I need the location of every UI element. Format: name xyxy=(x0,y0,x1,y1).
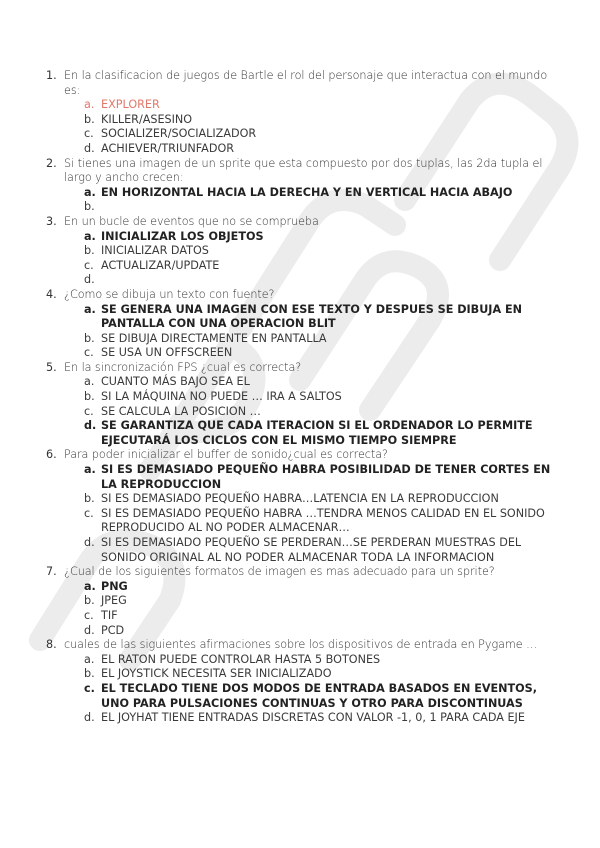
option-letter: b. xyxy=(84,244,95,258)
question-text: En la sincronización FPS ¿cual es correcta? xyxy=(64,360,302,374)
option-letter: b. xyxy=(84,331,95,345)
option-text: TIF xyxy=(101,608,118,622)
option-b xyxy=(84,594,566,609)
option-letter: a. xyxy=(84,463,96,477)
option-c xyxy=(84,507,566,536)
option-letter: c. xyxy=(84,258,94,272)
option-a xyxy=(84,375,566,390)
option-letter: b. xyxy=(84,492,95,506)
option-a xyxy=(84,230,566,245)
option-text: EL TECLADO TIENE DOS MODOS DE ENTRADA BASADOS EN EVENTOS, UNO PARA PULSACIONES CONTINUAS Y OTRO PARA DISCONTINUAS xyxy=(101,681,537,710)
option-c xyxy=(84,405,566,420)
option-list xyxy=(64,580,566,638)
option-text: EXPLORER xyxy=(101,98,160,112)
option-letter: a. xyxy=(84,229,96,243)
option-letter: a. xyxy=(84,375,95,389)
option-list xyxy=(64,463,566,565)
option-letter: b. xyxy=(84,200,95,214)
option-b xyxy=(84,200,566,215)
question-number: 8. xyxy=(46,638,57,652)
option-text: INICIALIZAR LOS OBJETOS xyxy=(101,229,264,243)
question-text: ¿Como se dibuja un texto con fuente? xyxy=(64,287,275,301)
option-letter: d. xyxy=(84,711,95,725)
question-number: 6. xyxy=(46,448,57,462)
option-text: INICIALIZAR DATOS xyxy=(101,244,209,258)
option-letter: a. xyxy=(84,652,95,666)
option-c xyxy=(84,259,566,274)
question-number: 5. xyxy=(46,360,57,374)
question-2 xyxy=(46,157,566,215)
option-a xyxy=(84,186,566,201)
option-list xyxy=(64,98,566,156)
option-a xyxy=(84,463,566,492)
option-text: EL JOYSTICK NECESITA SER INICIALIZADO xyxy=(101,667,332,681)
question-list xyxy=(46,69,566,726)
option-c xyxy=(84,127,566,142)
option-text: SE DIBUJA DIRECTAMENTE EN PANTALLA xyxy=(101,331,327,345)
question-1 xyxy=(46,69,566,157)
option-text: EL RATON PUEDE CONTROLAR HASTA 5 BOTONES xyxy=(101,652,381,666)
option-letter: c. xyxy=(84,681,95,695)
question-4 xyxy=(46,288,566,361)
option-text: EN HORIZONTAL HACIA LA DERECHA Y EN VERTICAL HACIA ABAJO xyxy=(101,185,513,199)
question-number: 1. xyxy=(46,69,57,82)
question-number: 3. xyxy=(46,214,57,228)
option-text: SI ES DEMASIADO PEQUEÑO HABRA…LATENCIA EN LA REPRODUCCION xyxy=(101,492,499,506)
question-6 xyxy=(46,448,566,565)
option-text: SI LA MÁQUINA NO PUEDE … IRA A SALTOS xyxy=(101,390,342,404)
option-list xyxy=(64,303,566,361)
option-d xyxy=(84,419,566,448)
option-letter: d. xyxy=(84,273,95,287)
question-text: En la clasificacion de juegos de Bartle el rol del personaje que interactua con el mundo es: xyxy=(64,69,548,97)
option-letter: c. xyxy=(84,608,94,622)
question-text: ¿Cual de los siguientes formatos de imagen es mas adecuado para un sprite? xyxy=(64,565,495,579)
option-b xyxy=(84,492,566,507)
question-text: cuales de las siguientes afirmaciones sobre los dispositivos de entrada en Pygame … xyxy=(64,638,538,652)
option-d xyxy=(84,711,566,726)
option-list xyxy=(64,653,566,726)
option-a xyxy=(84,98,566,113)
question-number: 7. xyxy=(46,565,57,579)
option-a xyxy=(84,580,566,595)
question-5 xyxy=(46,361,566,449)
option-text: PCD xyxy=(101,623,125,637)
option-letter: b. xyxy=(84,390,95,404)
option-text: ACTUALIZAR/UPDATE xyxy=(101,258,220,272)
option-letter: c. xyxy=(84,346,94,360)
option-text: CUANTO MÁS BAJO SEA EL xyxy=(101,375,250,389)
option-text: EL JOYHAT TIENE ENTRADAS DISCRETAS CON VALOR -1, 0, 1 PARA CADA EJE xyxy=(101,711,525,725)
option-text: JPEG xyxy=(101,594,127,608)
option-a xyxy=(84,653,566,668)
option-text: PNG xyxy=(101,579,128,593)
option-letter: a. xyxy=(84,579,96,593)
option-text: SI ES DEMASIADO PEQUEÑO HABRA POSIBILIDAD DE TENER CORTES EN LA REPRODUCCION xyxy=(101,463,551,491)
option-d xyxy=(84,273,566,288)
question-text: Para poder inicializar el buffer de sonido¿cual es correcta? xyxy=(64,448,388,462)
option-text: SE CALCULA LA POSICION … xyxy=(101,404,261,418)
option-d xyxy=(84,624,566,639)
option-letter: a. xyxy=(84,185,96,199)
option-text: SI ES DEMASIADO PEQUEÑO SE PERDERAN…SE PERDERAN MUESTRAS DEL SONIDO ORIGINAL AL NO PODER ALMACENAR TODA LA INFORMACION xyxy=(101,536,522,564)
option-letter: d. xyxy=(84,623,95,637)
option-b xyxy=(84,113,566,128)
option-letter: d. xyxy=(84,419,97,433)
option-text: SE GARANTIZA QUE CADA ITERACION SI EL ORDENADOR LO PERMITE EJECUTARÁ LOS CICLOS CON EL MISMO TIEMPO SIEMPRE xyxy=(101,419,533,447)
option-letter: a. xyxy=(84,302,96,316)
option-text: SOCIALIZER/SOCIALIZADOR xyxy=(101,127,257,141)
question-text: En un bucle de eventos que no se comprueba xyxy=(64,214,319,228)
question-number: 2. xyxy=(46,156,57,170)
option-letter: b. xyxy=(84,112,95,126)
option-letter: c. xyxy=(84,404,94,418)
option-text: SE GENERA UNA IMAGEN CON ESE TEXTO Y DESPUES SE DIBUJA EN PANTALLA CON UNA OPERACION BLIT xyxy=(101,302,523,331)
option-b xyxy=(84,332,566,347)
option-text: KILLER/ASESINO xyxy=(101,112,193,126)
option-letter: c. xyxy=(84,127,94,141)
option-list xyxy=(64,230,566,288)
option-list xyxy=(64,375,566,448)
question-8 xyxy=(46,638,566,726)
option-letter: b. xyxy=(84,594,95,608)
option-text: SE USA UN OFFSCREEN xyxy=(101,346,233,360)
option-d xyxy=(84,536,566,565)
question-text: Si tienes una imagen de un sprite que esta compuesto por dos tuplas, las 2da tupla el largo y ancho crecen: xyxy=(64,156,543,185)
option-b xyxy=(84,244,566,259)
option-letter: a. xyxy=(84,98,95,112)
question-3 xyxy=(46,215,566,288)
option-c xyxy=(84,682,566,711)
option-letter: d. xyxy=(84,141,95,155)
option-letter: b. xyxy=(84,667,95,681)
option-text: ACHIEVER/TRIUNFADOR xyxy=(101,141,235,155)
option-letter: c. xyxy=(84,506,94,520)
option-letter: d. xyxy=(84,536,95,549)
option-b xyxy=(84,667,566,682)
option-c xyxy=(84,609,566,624)
option-text: SI ES DEMASIADO PEQUEÑO HABRA …TENDRA MENOS CALIDAD EN EL SONIDO REPRODUCIDO AL NO PODER ALMACENAR… xyxy=(101,506,545,535)
question-7 xyxy=(46,565,566,638)
option-list xyxy=(64,186,566,215)
option-c xyxy=(84,346,566,361)
question-number: 4. xyxy=(46,287,57,301)
option-d xyxy=(84,142,566,157)
option-a xyxy=(84,303,566,332)
option-b xyxy=(84,390,566,405)
